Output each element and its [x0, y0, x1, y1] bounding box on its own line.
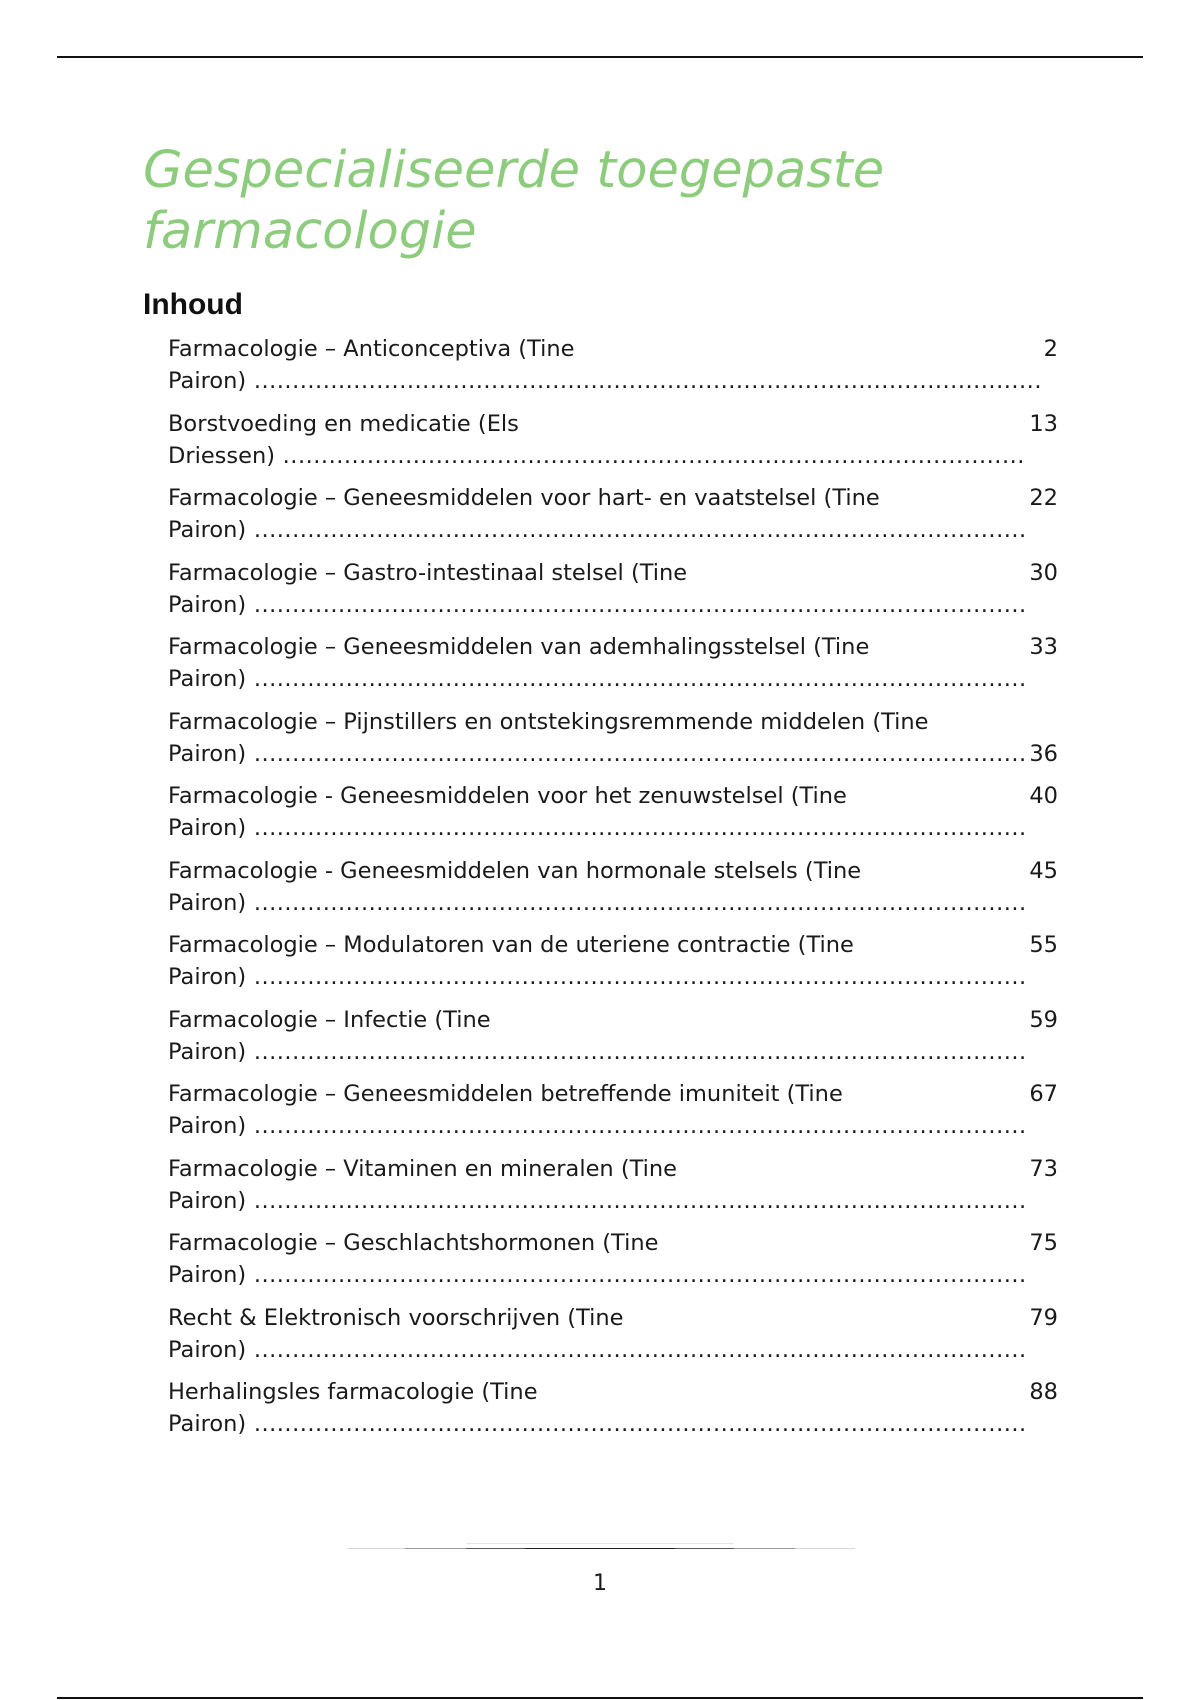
toc-page-number: 13: [1027, 408, 1058, 440]
toc-entry-borstvoeding[interactable]: [168, 408, 1058, 472]
toc-entry-hormonale-stelsels[interactable]: [168, 855, 1058, 919]
toc-page-number: 79: [1027, 1302, 1058, 1334]
toc-entry-anticonceptiva[interactable]: [168, 333, 1058, 397]
toc-entry-recht[interactable]: [168, 1302, 1058, 1366]
toc-entry-title: Farmacologie - Geneesmiddelen voor het zenuwstelsel (Tine Pairon) .....: [168, 780, 1027, 844]
toc-entry-title: Farmacologie – Modulatoren van de uteriene contractie (Tine Pairon) .....: [168, 929, 1027, 993]
toc-entry-title: Farmacologie – Geneesmiddelen betreffende imuniteit (Tine Pairon) .....: [168, 1078, 1027, 1142]
footer-rule-shadow: [466, 1543, 734, 1544]
toc-entry-ademhalingsstelsel[interactable]: [168, 631, 1058, 695]
toc-page-number: 55: [1027, 929, 1058, 961]
toc-page-number: 40: [1027, 780, 1058, 812]
toc-entry-title: Borstvoeding en medicatie (Els Driessen) .....: [168, 408, 1027, 472]
toc-entry-vitaminen[interactable]: [168, 1153, 1058, 1217]
toc-page-number: 22: [1027, 482, 1058, 514]
page-number: 1: [593, 1571, 607, 1596]
document-body: [143, 140, 1058, 1451]
toc-page-number: 36: [1027, 738, 1058, 770]
toc-entry-infectie[interactable]: [168, 1004, 1058, 1068]
toc-entry-title: Farmacologie – Pijnstillers en ontstekingsremmende middelen (Tine: [168, 708, 929, 735]
toc-entry-herhalingsles[interactable]: [168, 1376, 1058, 1440]
toc-page-number: 88: [1027, 1376, 1058, 1408]
toc-page-number: 73: [1027, 1153, 1058, 1185]
toc-entry-title: Farmacologie – Anticonceptiva (Tine Pairon) .....: [168, 333, 1042, 397]
toc-entry-geschlachtshormonen[interactable]: [168, 1227, 1058, 1291]
toc-page-number: 67: [1027, 1078, 1058, 1110]
document-title: [143, 140, 1058, 262]
toc-page-number: 30: [1027, 557, 1058, 589]
toc-page-number: 59: [1027, 1004, 1058, 1036]
toc-entry-gastro-intestinaal[interactable]: [168, 557, 1058, 621]
toc-entry-pijnstillers[interactable]: [168, 706, 1058, 770]
toc-page-number: 33: [1027, 631, 1058, 663]
toc-entry-title: Recht & Elektronisch voorschrijven (Tine Pairon) .....: [168, 1302, 1027, 1366]
toc-entry-title-continued: Pairon) .....: [168, 738, 1027, 770]
toc-entry-title: Farmacologie – Geschlachtshormonen (Tine Pairon) .....: [168, 1227, 1027, 1291]
toc-heading: Inhoud: [143, 288, 243, 321]
toc-entry-hart-vaatstelsel[interactable]: [168, 482, 1058, 546]
footer-rule: [525, 1548, 675, 1549]
toc-entry-zenuwstelsel[interactable]: [168, 780, 1058, 844]
document-title-line2: farmacologie: [143, 202, 477, 261]
toc-entry-title: Farmacologie – Vitaminen en mineralen (Tine Pairon) .....: [168, 1153, 1027, 1217]
toc-page-number: 75: [1027, 1227, 1058, 1259]
toc-entry-title: Herhalingsles farmacologie (Tine Pairon) .....: [168, 1376, 1027, 1440]
toc-entry-title: Farmacologie – Geneesmiddelen van ademhalingsstelsel (Tine Pairon) .....: [168, 631, 1027, 695]
document-title-line1: Gespecialiseerde toegepaste: [143, 141, 885, 200]
table-of-contents: [143, 333, 1058, 1440]
toc-entry-title: Farmacologie - Geneesmiddelen van hormonale stelsels (Tine Pairon) .....: [168, 855, 1027, 919]
footer-edge-rule: [57, 1697, 1143, 1699]
toc-entry-title: Farmacologie – Infectie (Tine Pairon) .....: [168, 1004, 1027, 1068]
header-rule: [57, 56, 1143, 58]
toc-entry-uteriene-contractie[interactable]: [168, 929, 1058, 993]
toc-entry-title: Farmacologie – Geneesmiddelen voor hart- en vaatstelsel (Tine Pairon) .....: [168, 482, 1027, 546]
toc-page-number: 45: [1027, 855, 1058, 887]
toc-entry-imuniteit[interactable]: [168, 1078, 1058, 1142]
toc-entry-title: Farmacologie – Gastro-intestinaal stelsel (Tine Pairon) .....: [168, 557, 1027, 621]
toc-page-number: 2: [1042, 333, 1058, 365]
